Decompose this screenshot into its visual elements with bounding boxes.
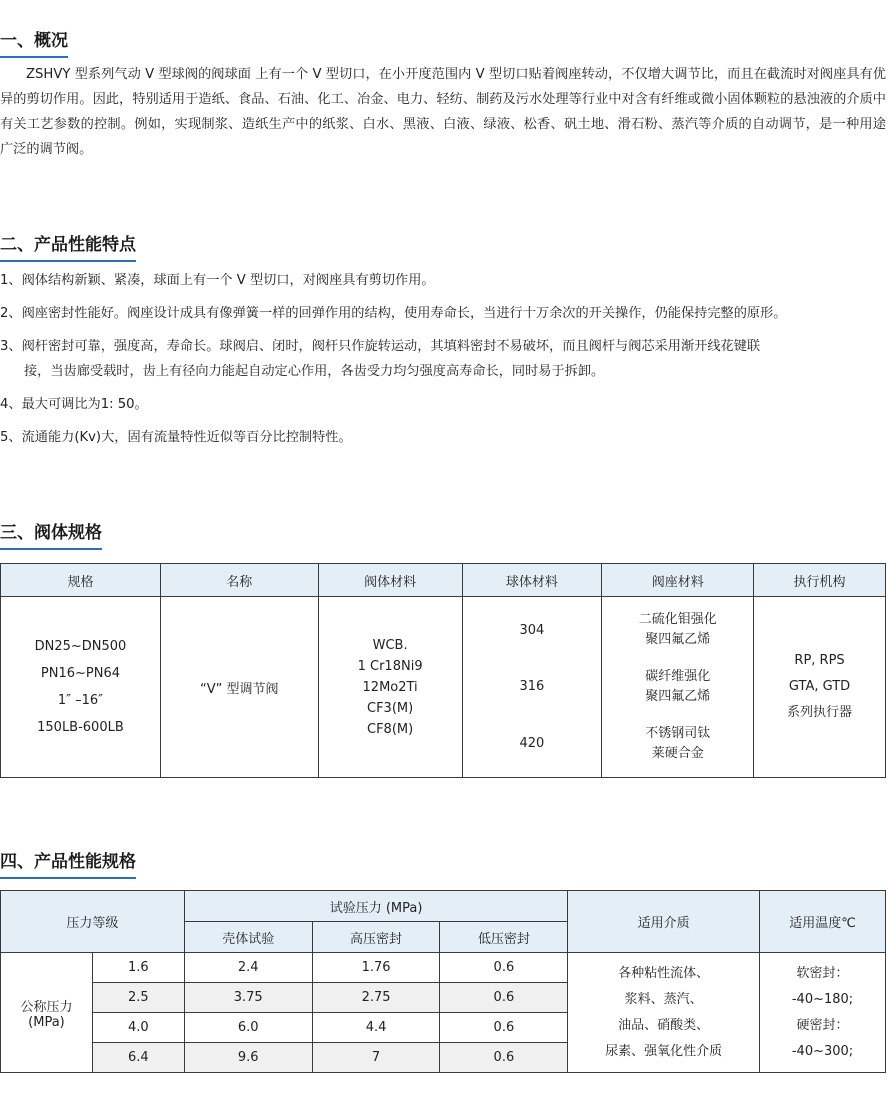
table-row — [1, 953, 886, 983]
high-seal-value: 4.4 — [312, 1013, 440, 1043]
header-test-pressure: 试验压力 (MPa) — [184, 891, 568, 922]
features-list — [0, 268, 888, 458]
header-actuator: 执行机构 — [754, 564, 886, 597]
name-cell: “V” 型调节阀 — [160, 597, 318, 778]
feature-item-3: 3、阀杆密封可靠，强度高，寿命长。球阀启、闭时，阀杆只作旋转运动，其填料密封不易破坏，而且阀杆与阀芯采用渐开线花键联 — [0, 339, 761, 354]
section3-title: 三、阀体规格 — [0, 522, 102, 550]
spec-line: DN25~DN500 — [34, 639, 127, 654]
shell-test-value: 6.0 — [184, 1013, 312, 1043]
seat-material-item — [602, 724, 753, 764]
seat-material-cell — [602, 597, 754, 778]
nominal-pressure-label — [1, 953, 93, 1073]
feature-item-5: 5、流通能力(Kv)大，固有流量特性近似等百分比控制特性。 — [0, 430, 352, 445]
section4-title: 四、产品性能规格 — [0, 851, 136, 879]
medium-cell — [568, 953, 760, 1073]
body-material-line: 1 Cr18Ni9 — [357, 658, 423, 674]
actuator-line: RP, RPS — [794, 653, 845, 668]
actuator-line: GTA, GTD — [788, 679, 851, 694]
header-medium: 适用介质 — [568, 891, 760, 953]
spec-cell — [1, 597, 161, 778]
body-material-line: CF8(M) — [367, 721, 414, 737]
ball-material-item: 420 — [519, 736, 545, 752]
spec-line: 150LB-600LB — [37, 720, 124, 735]
feature-item-4: 4、最大可调比为1: 50。 — [0, 397, 148, 412]
spec-line: 1″ –16″ — [57, 693, 104, 708]
feature-item-3-cont-text: 接，当齿廊受载时，齿上有径向力能起自动定心作用，各齿受力均匀强度高寿命长，同时易于拆卸。 — [24, 364, 605, 379]
ball-material-item: 304 — [519, 622, 545, 638]
body-material-line: WCB. — [372, 637, 408, 653]
header-name: 名称 — [160, 564, 318, 597]
low-seal-value: 0.6 — [440, 983, 568, 1013]
header-body-material: 阀体材料 — [318, 564, 462, 597]
valve-spec-table — [0, 563, 886, 778]
seat-material-item — [602, 610, 753, 650]
temperature-line: 硬密封： — [796, 1017, 849, 1033]
medium-line: 尿素、强氧化性介质 — [605, 1043, 723, 1059]
header-ball-material: 球体材料 — [462, 564, 602, 597]
ball-material-item: 316 — [519, 679, 545, 695]
seat-material-item — [602, 667, 753, 707]
high-seal-value: 1.76 — [312, 953, 440, 983]
header-high-seal: 高压密封 — [312, 922, 440, 953]
feature-item-2: 2、阀座密封性能好。阀座设计成具有像弹簧一样的回弹作用的结构，使用寿命长，当进行十万余次的开关操作，仍能保持完整的原形。 — [0, 306, 787, 321]
pn-value: 2.5 — [92, 983, 184, 1013]
section2-title: 二、产品性能特点 — [0, 234, 136, 262]
pn-value: 4.0 — [92, 1013, 184, 1043]
section1-title: 一、概况 — [0, 30, 68, 58]
temperature-line: -40~180; — [791, 991, 854, 1007]
medium-line: 油品、硝酸类、 — [618, 1017, 710, 1033]
body-material-line: 12Mo2Ti — [362, 679, 418, 695]
shell-test-value: 3.75 — [184, 983, 312, 1013]
medium-line: 浆料、蒸汽、 — [624, 991, 703, 1007]
spec-line: PN16~PN64 — [40, 666, 120, 681]
feature-item-3-continued — [0, 359, 888, 384]
body-material-line: CF3(M) — [367, 700, 414, 716]
perf-header-row-1 — [1, 891, 886, 922]
low-seal-value: 0.6 — [440, 1013, 568, 1043]
actuator-line: 系列执行器 — [787, 705, 853, 720]
ball-material-cell — [462, 597, 602, 778]
header-shell-test: 壳体试验 — [184, 922, 312, 953]
high-seal-value: 7 — [312, 1043, 440, 1073]
seat-material-line: 碳纤维强化 — [645, 668, 711, 684]
medium-line: 各种粘性流体、 — [618, 965, 710, 981]
performance-spec-table — [0, 890, 886, 1073]
temperature-line: -40~300; — [791, 1043, 854, 1059]
shell-test-value: 2.4 — [184, 953, 312, 983]
header-seat-material: 阀座材料 — [602, 564, 754, 597]
header-spec: 规格 — [1, 564, 161, 597]
spec-table-header-row — [1, 564, 886, 597]
shell-test-value: 9.6 — [184, 1043, 312, 1073]
low-seal-value: 0.6 — [440, 1043, 568, 1073]
high-seal-value: 2.75 — [312, 983, 440, 1013]
temperature-line: 软密封： — [796, 965, 849, 981]
header-pressure-level: 压力等级 — [1, 891, 185, 953]
seat-material-line: 二硫化钼强化 — [638, 612, 717, 628]
seat-material-line: 聚四氟乙烯 — [645, 688, 711, 704]
header-low-seal: 低压密封 — [440, 922, 568, 953]
feature-item-1: 1、阀体结构新颖、紧凑，球面上有一个 V 型切口，对阀座具有剪切作用。 — [0, 273, 435, 288]
seat-material-line: 莱硬合金 — [651, 745, 704, 761]
seat-material-line: 聚四氟乙烯 — [645, 632, 711, 648]
temperature-cell — [760, 953, 886, 1073]
header-temperature: 适用温度℃ — [760, 891, 886, 953]
nominal-label-line: (MPa) — [28, 1014, 65, 1030]
pn-value: 6.4 — [92, 1043, 184, 1073]
pn-value: 1.6 — [92, 953, 184, 983]
overview-paragraph: ZSHVY 型系列气动 V 型球阀的阀球面 上有一个 V 型切口，在小开度范围内 V 型切口贴着阀座转动，不仅增大调节比，而且在截流时对阀座具有优异的剪切作用。因此，特别适用于造纸、食品、石油、化工、冶金、电力、轻纺、制药及污水处理等行业中对含有纤维或微小固体颗粒的悬浊液的介质中有关工艺参数的控制。例如，实现制浆、造纸生产中的纸浆、白水、黑液、白液、绿液、松香、矾土地、滑石粉、蒸汽等介质的自动调节，是一种用途 广泛的调节阀。 — [0, 67, 886, 157]
nominal-label-line: 公称压力 — [20, 999, 73, 1015]
actuator-cell — [754, 597, 886, 778]
seat-material-line: 不锈钢司钛 — [645, 725, 711, 741]
body-material-cell — [318, 597, 462, 778]
spec-table-row — [1, 597, 886, 778]
low-seal-value: 0.6 — [440, 953, 568, 983]
